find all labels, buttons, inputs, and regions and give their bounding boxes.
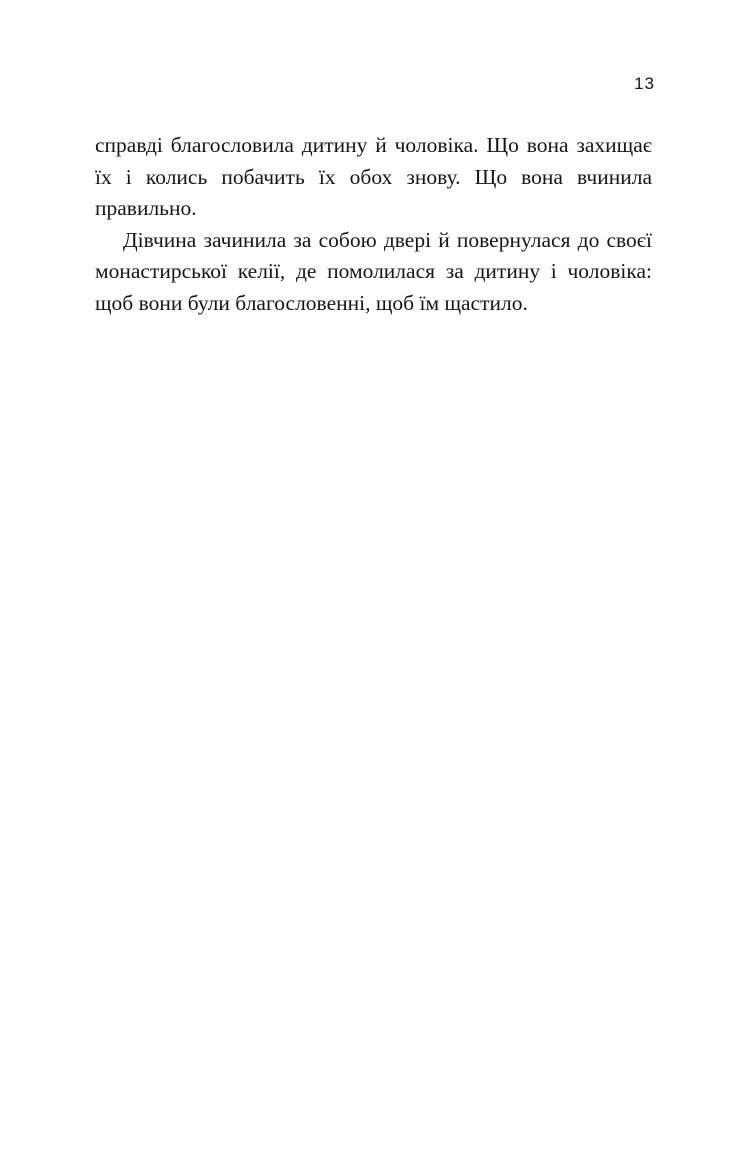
paragraph: Дівчина зачинила за собою двері й повернулася до своєї монастирської келії, де помолилася за дитину і чоловіка: щоб вони були благословенні, щоб їм щастило. bbox=[95, 227, 652, 315]
body-text bbox=[95, 130, 652, 319]
page-number: 13 bbox=[634, 74, 655, 93]
paragraph: справді благословила дитину й чоловіка. Що вона захищає їх і колись побачить їх обох знову. Що вона вчинила правильно. bbox=[95, 133, 652, 220]
